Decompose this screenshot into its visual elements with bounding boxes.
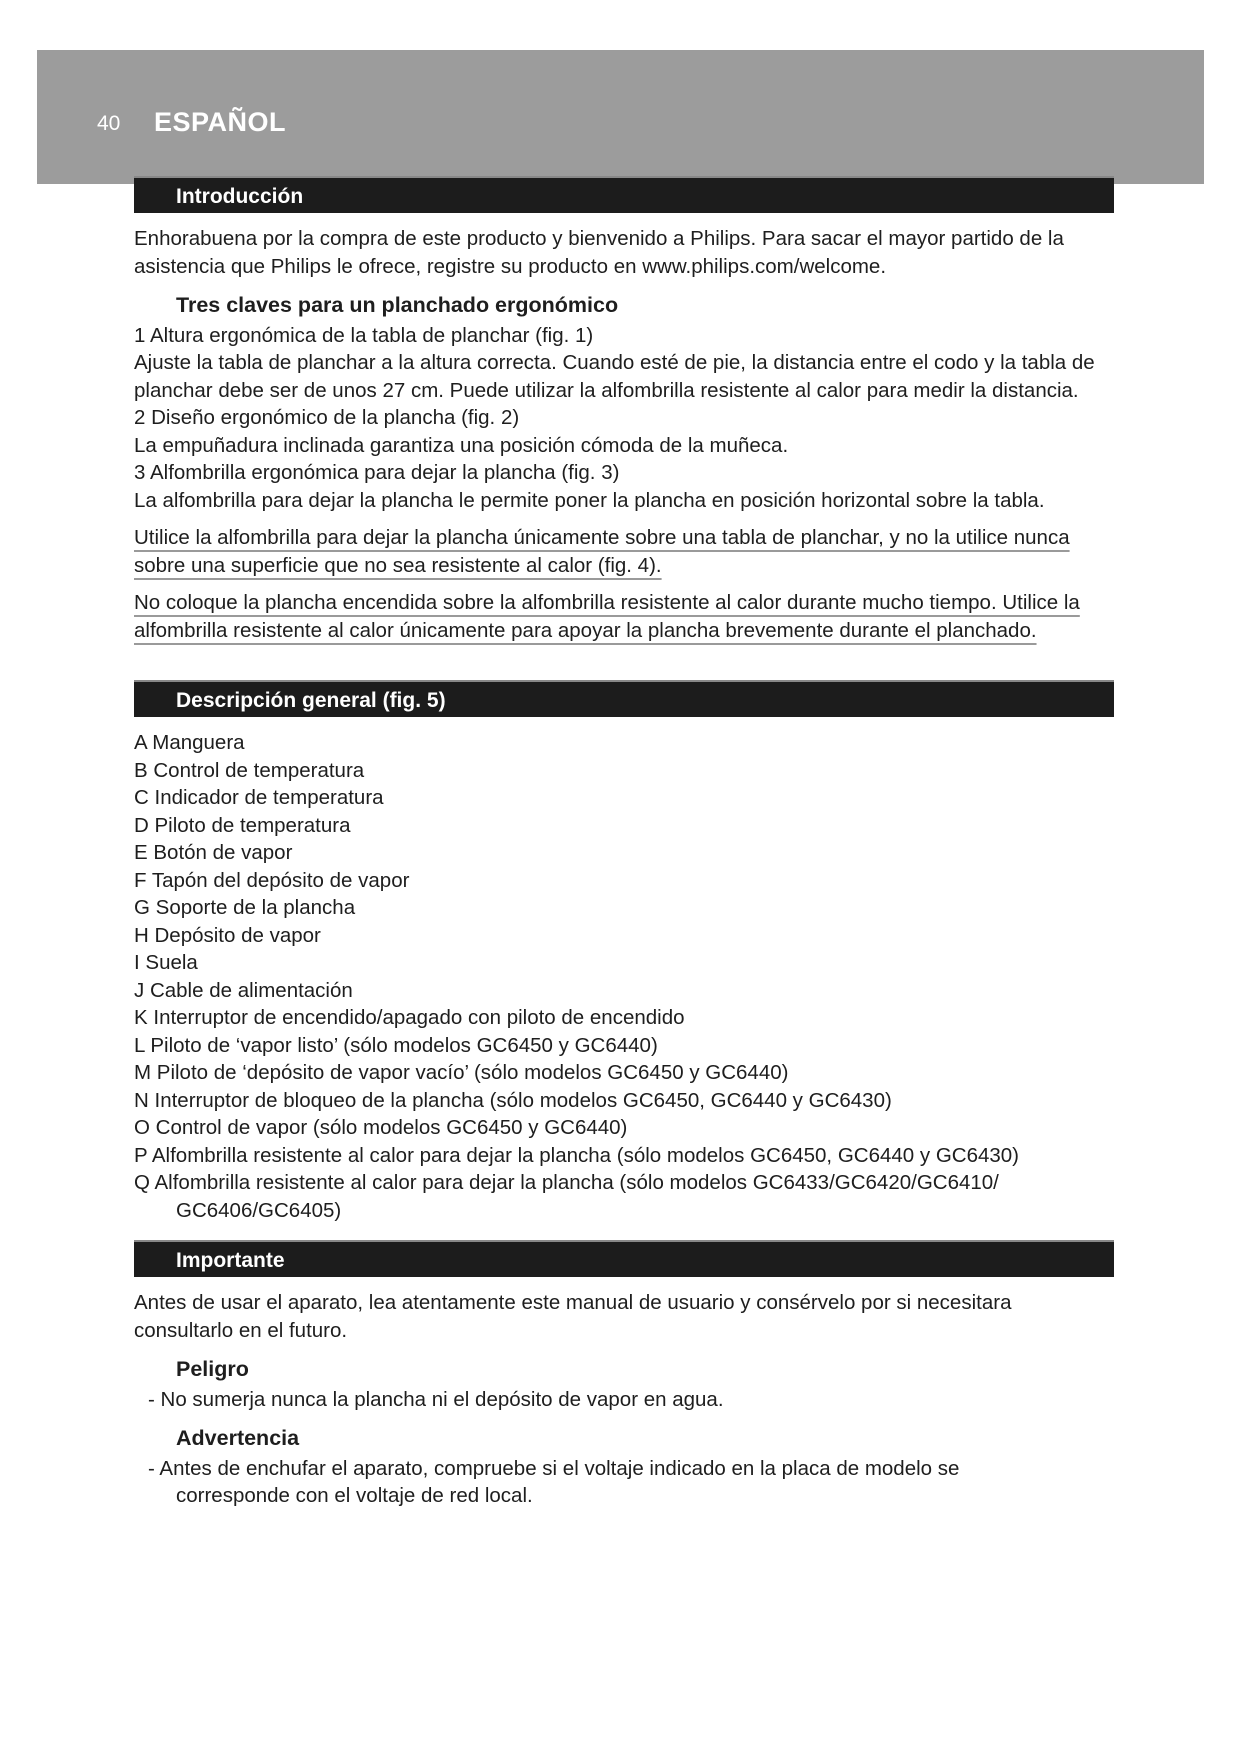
intro-line: La alfombrilla para dejar la plancha le permite poner la plancha en posición horizontal sobre la tabla. — [134, 488, 1045, 512]
section-important-title: Importante — [134, 1240, 1114, 1277]
warning-note-2: No coloque la plancha encendida sobre la alfombrilla resistente al calor durante mucho tiempo. Utilice la alfombrilla resistente al calor únicamente para apoyar la plancha brevemente durante el planchado. — [134, 591, 1080, 642]
overview-item: P Alfombrilla resistente al calor para dejar la plancha (sólo modelos GC6450, GC6440 y GC6430) — [134, 1143, 1020, 1167]
overview-item: D Piloto de temperatura — [134, 813, 351, 837]
intro-line: 1 Altura ergonómica de la tabla de planchar (fig. 1) — [134, 323, 594, 347]
overview-item: A Manguera — [134, 731, 245, 754]
warning-heading: Advertencia — [176, 1426, 300, 1450]
overview-item: Q Alfombrilla resistente al calor para dejar la plancha (sólo modelos GC6433/GC6420/GC6410/ — [134, 1171, 999, 1194]
overview-item: F Tapón del depósito de vapor — [134, 868, 410, 892]
overview-item: N Interruptor de bloqueo de la plancha (sólo modelos GC6450, GC6440 y GC6430) — [134, 1088, 892, 1112]
language-title: ESPAÑOL — [154, 107, 287, 137]
overview-item: G Soporte de la plancha — [134, 896, 356, 919]
danger-item: - No sumerja nunca la plancha ni el depósito de vapor en agua. — [148, 1387, 724, 1411]
intro-line: 3 Alfombrilla ergonómica para dejar la plancha (fig. 3) — [134, 461, 620, 484]
overview-item: B Control de temperatura — [134, 758, 365, 782]
overview-item: L Piloto de ‘vapor listo’ (sólo modelos GC6450 y GC6440) — [134, 1033, 658, 1057]
keys-heading: Tres claves para un planchado ergonómico — [176, 293, 619, 317]
intro-welcome: Enhorabuena por la compra de este producto y bienvenido a Philips. Para sacar el mayor partido de la asistencia que Philips le ofrece, registre su producto en www.philips.com/welcome. — [134, 227, 1064, 278]
danger-heading: Peligro — [176, 1357, 249, 1381]
section-intro-title: Introducción — [134, 176, 1114, 213]
page-number: 40 — [97, 112, 121, 135]
overview-item: C Indicador de temperatura — [134, 786, 384, 809]
section-overview-title: Descripción general (fig. 5) — [134, 680, 1114, 717]
important-intro: Antes de usar el aparato, lea atentamente este manual de usuario y consérvelo por si necesitara consultarlo en el futuro. — [134, 1291, 1012, 1342]
warning-note-1: Utilice la alfombrilla para dejar la plancha únicamente sobre una tabla de planchar, y no la utilice nunca sobre una superficie que no sea resistente al calor (fig. 4). — [134, 526, 1070, 577]
overview-item: H Depósito de vapor — [134, 923, 321, 947]
overview-item: M Piloto de ‘depósito de vapor vacío’ (sólo modelos GC6450 y GC6440) — [134, 1061, 789, 1084]
intro-line: La empuñadura inclinada garantiza una posición cómoda de la muñeca. — [134, 433, 789, 457]
intro-line: Ajuste la tabla de planchar a la altura correcta. Cuando esté de pie, la distancia entre el codo y la tabla de planchar debe ser de unos 27 cm. Puede utilizar la alfombrilla resistente al calor para medir la distancia. — [134, 351, 1095, 402]
warning-item: - Antes de enchufar el aparato, compruebe si el voltaje indicado en la placa de modelo se — [148, 1456, 960, 1480]
warning-item-continuation: corresponde con el voltaje de red local. — [176, 1484, 533, 1507]
intro-line: 2 Diseño ergonómico de la plancha (fig. 2) — [134, 406, 520, 429]
overview-item: E Botón de vapor — [134, 841, 293, 864]
overview-item: I Suela — [134, 951, 198, 974]
overview-item: J Cable de alimentación — [134, 978, 353, 1002]
page-content — [134, 176, 1114, 1510]
overview-item: O Control de vapor (sólo modelos GC6450 y GC6440) — [134, 1116, 628, 1139]
overview-item-continuation: GC6406/GC6405) — [176, 1198, 342, 1222]
overview-item: K Interruptor de encendido/apagado con piloto de encendido — [134, 1006, 685, 1029]
